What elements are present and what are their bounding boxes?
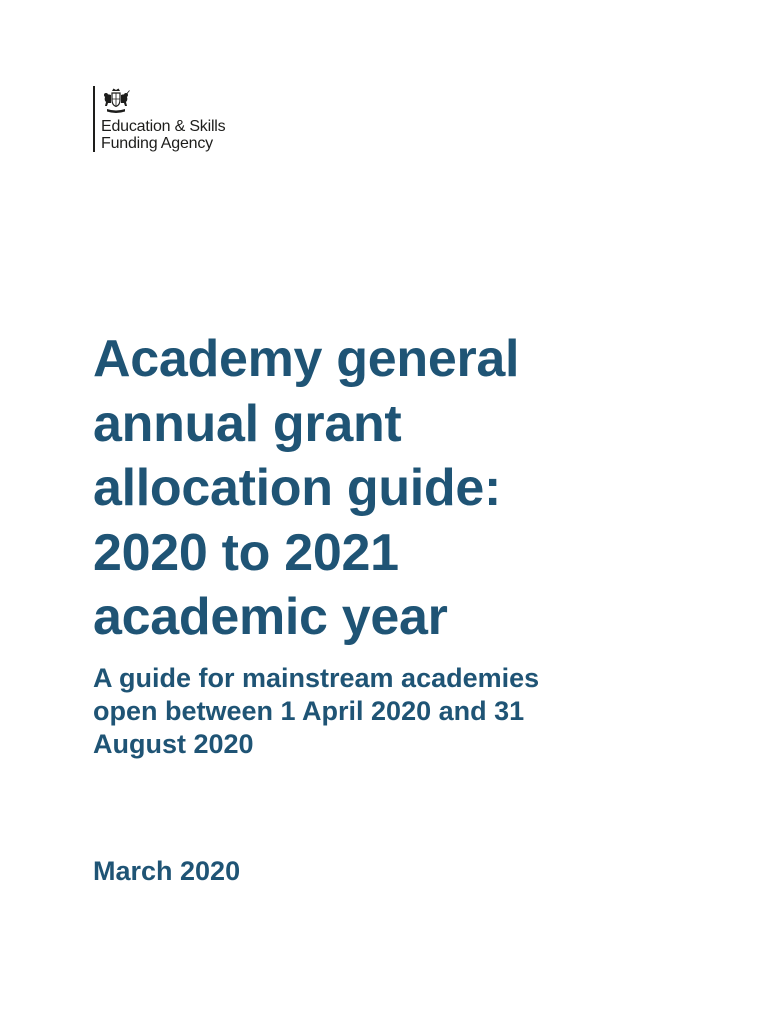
agency-logo [93,86,226,152]
document-title [93,327,733,650]
document-subtitle-line-1: A guide for mainstream academies [93,663,540,693]
organisation-name [101,118,261,152]
document-subtitle-line-3: August 2020 [93,729,254,759]
publication-date: March 2020 [93,856,241,886]
document-title-line-4: 2020 to 2021 [93,523,399,582]
document-subtitle-line-2: open between 1 April 2020 and 31 [93,696,525,726]
document-title-line-5: academic year [93,588,448,646]
document-title-line-3: allocation guide: [93,459,502,517]
organisation-name-line-2: Funding Agency [101,135,213,152]
royal-coat-of-arms-icon [101,87,131,115]
document-subtitle [93,662,733,761]
document-title-line-2: annual grant [93,394,402,453]
organisation-name-line-1: Education & Skills [101,118,226,135]
document-title-line-1: Academy general [93,330,520,388]
